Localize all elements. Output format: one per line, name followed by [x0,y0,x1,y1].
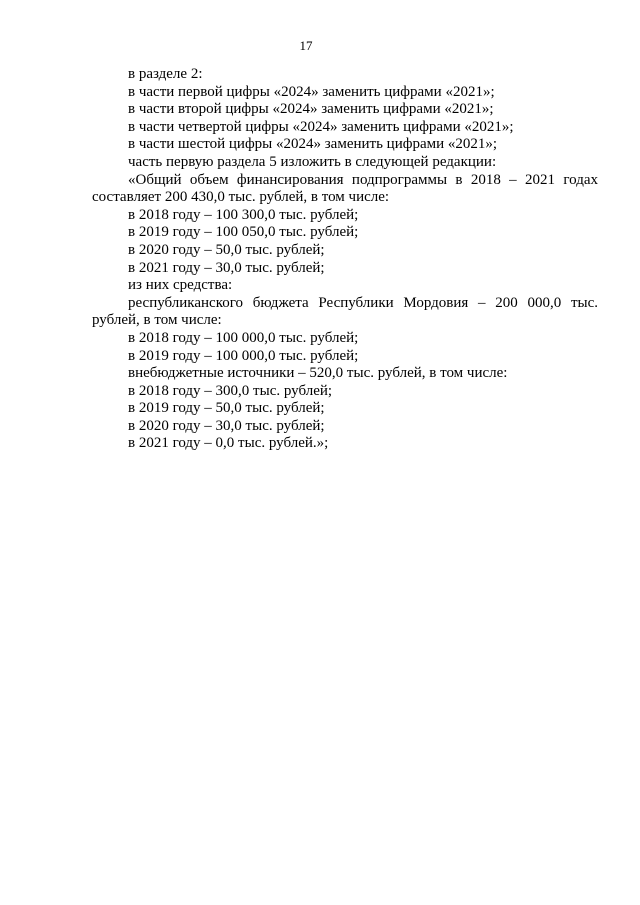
paragraph: в 2019 году – 50,0 тыс. рублей; [128,400,325,417]
paragraph: в части четвертой цифры «2024» заменить цифрами «2021»; [128,118,514,135]
paragraph: в 2018 году – 100 300,0 тыс. рублей; [128,206,359,223]
paragraph: в 2020 году – 50,0 тыс. рублей; [128,241,325,258]
page-number: 17 [299,38,313,53]
paragraph: в 2019 году – 100 050,0 тыс. рублей; [128,224,359,241]
paragraph: в 2019 году – 100 000,0 тыс. рублей; [128,347,359,364]
paragraph: «Общий объем финансирования подпрограммы в 2018 – 2021 годах составляет 200 430,0 тыс. рублей, в том числе: [92,171,598,206]
paragraph: в 2021 году – 0,0 тыс. рублей.»; [128,435,329,452]
paragraph: в 2020 году – 30,0 тыс. рублей; [128,417,325,434]
paragraph: в разделе 2: [128,66,203,82]
paragraph: внебюджетные источники – 520,0 тыс. рублей, в том числе: [128,365,508,382]
paragraph: в части второй цифры «2024» заменить цифрами «2021»; [128,101,494,118]
paragraph: в части первой цифры «2024» заменить цифрами «2021»; [128,83,495,100]
paragraph: республиканского бюджета Республики Мордовия – 200 000,0 тыс. рублей, в том числе: [92,294,598,329]
paragraph: в 2021 году – 30,0 тыс. рублей; [128,259,325,276]
document-body [92,66,598,453]
paragraph: из них средства: [128,277,233,294]
paragraph: часть первую раздела 5 изложить в следующей редакции: [128,153,497,170]
paragraph: в части шестой цифры «2024» заменить цифрами «2021»; [128,136,498,153]
paragraph: в 2018 году – 100 000,0 тыс. рублей; [128,329,359,346]
paragraph: в 2018 году – 300,0 тыс. рублей; [128,382,333,399]
